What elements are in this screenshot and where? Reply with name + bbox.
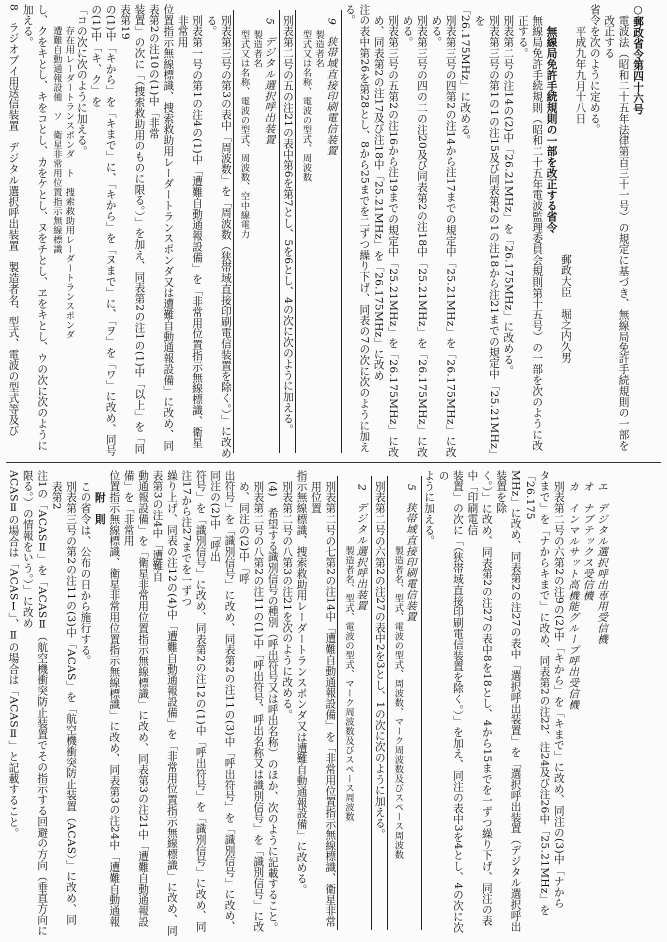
lower-line-9: ように加える。	[423, 470, 436, 547]
amend-line-4: 「26.175MHz」に改める。	[459, 4, 472, 146]
table-5-item: 5 デジタル選択呼出装置	[263, 18, 276, 145]
lower-line-6: MHz」に改め、同表第2の注27の表中「選択呼出装置」を「選択呼出装置（デジタル選択呼出装置を除	[495, 470, 522, 932]
lower-line-4: 別表第二号の六第2の注9の(2)中「キから」を「キまで」に改め、同注の(3)中「ナから	[552, 481, 565, 909]
rule-title: 無線局免許手続規則の一部を改正する省令	[545, 26, 558, 234]
lower-line-28: 注1の「ACASⅡ」を「ACASⅡ（航空機衝突防止装置でその指示する回避の方向（垂直方向に限る。）の情報をいう。）」に改め	[21, 470, 49, 936]
table-5-maker: 製造者名	[251, 30, 263, 68]
amend-line-13: 位置指示無線標識、捜索救助用レーダートランスポンダ又は遭難自動通報設備」に改め、同表第2の注10の(1)中「非常	[147, 4, 175, 451]
lower-table-2-detail: 製造者名、型式、電波の型式、マーク周波数及びスペース周波数	[342, 546, 354, 822]
lower-line-20: 出符号」を「識別信号」に改め、同表第2の注11の(3)中「呼出符号」を「識別信号」に改め、同注の(2)中「呼出	[209, 470, 236, 933]
upper-section	[6, 4, 661, 459]
lower-line-23: 動通報設備」を「衛星非常用位置指示無線標識」に改め、同表第3の注21中「遭難自動通報設備」を「非常用	[122, 470, 150, 928]
amend-line-15: の(1)中「キから」を「キまで」に、「キから」を「ヌまで」に、「ヲ」を「ワ」に改め、同号の(1)中「キ、ク」を	[90, 4, 117, 457]
section-divider	[6, 462, 661, 463]
table-9-maker: 製造者名	[313, 30, 325, 68]
supplementary-provisions-heading: 附 則	[93, 492, 106, 525]
amend-line-8: 注の表中第26を第28とし、8から25までを二ずつ繰り下げ、同表の7の次に次のように加える。	[343, 4, 371, 453]
insert-table-9	[295, 10, 343, 453]
amend-line-17: 存在用レーダートランスポンダ ト 捜索救助用レーダートランスポンダ	[63, 26, 75, 340]
amend-line-3: 別表第三号の第1の1の注15及び同表第2の1の注18から注21までの規定中「25.21MHz」を	[473, 15, 500, 455]
lower-line-22: 繰り上げ、同表の注12の(4)中「遭難自動通報設備」を「非常用位置指示無線標識」に改め、同表第3の注4中「遭難自	[151, 470, 178, 936]
table-5-detail: 型式又は名称、電波の型式、周波数、空中線電力	[238, 30, 250, 239]
lower-line-29: ACASⅡの場合は「ACASⅠ」、Ⅱの場合は「ACASⅡ」と記載すること。	[7, 470, 20, 839]
ordinance-title: ○郵政省令第四十六号	[632, 4, 644, 115]
insert-table-5	[233, 10, 281, 453]
upper-text-columns	[6, 4, 645, 459]
lower-line-19: 別表第二号の八第2の注11の(1)中「呼出符号、呼出名称又は識別信号」を「識別信号」に改め、同注の(2)中「呼	[237, 481, 265, 933]
lower-section	[6, 470, 661, 936]
lower-text-columns	[6, 470, 609, 936]
lower-line-3: カ インマルサット高機能グループ呼出受信機	[567, 481, 580, 710]
lower-table-2	[337, 476, 372, 930]
amend-line-14: 装置」の次に「（捜索救助用のものに限る。）」を加え、同表第2の注1の(1)中「以上」を「同表第19	[119, 4, 146, 455]
amend-line-6: 別表第三号の四の二の注20及び同表第2の注18中「25.21MHz」を「26.175MHz」に改める。	[401, 15, 428, 458]
amend-line-10: 別表第二号の五の注21の表中第6を第7とし、5を6とし、4の次に次のように加える。	[281, 15, 294, 435]
lower-line-17: 別表第二号の八第3の注21を次のように改める。	[281, 481, 294, 721]
amend-line-11: 別表第三号の第3の表中「周波数」を「周波数（狭帯域直接印刷電信装置を除く。）」に改める。	[205, 15, 232, 459]
lower-table-2-item: 2 デジタル選択呼出装置	[355, 484, 368, 611]
lower-line-16: 指示無線標識、捜索救助用レーダートランスポンダ又は遭難自動通報設備」に改める。	[295, 470, 308, 896]
lower-line-1: エ デジタル選択呼出専用受信機	[596, 481, 609, 645]
amend-line-16: 「コの次に次のように加える。	[75, 4, 88, 157]
amend-line-19: し、クをキとし、キをコとし、カをケとし、ヌをチとし、ヱをキとし、ウの次に次のように加える。	[21, 4, 49, 451]
amend-line-12: 別表第一号の第1の注4の(1)中「遭難自動通報設備」を「非常用位置指示無線標識、衛星非常用	[176, 15, 204, 449]
amend-line-7: 別表第三号の五第2の注16から注19までの規定中「25.21MHz」を「26.175MHz」に改め、同表第2の注17及び注18中「25.21MHz」を「26.175MHz」に改め	[372, 15, 400, 458]
lower-table-5-item: 5 狭帯域直接印刷電信装置	[404, 484, 417, 622]
amend-line-18: 遭難自動通報設備 ソ 衛星非常用位置指示無線標識	[50, 26, 62, 254]
lower-line-15: 別表第二号の七第2の注14中「遭難自動通報設備」を「非常用位置指示無線標識、衛星非常用位置	[309, 481, 337, 928]
lower-line-18: (4) 希望する識別信号の種別（呼出符号又は呼出名称）のほか、次のように記載すること。	[266, 481, 279, 933]
intro-line-1: 電波法（昭和二十五年法律第百三十一号）の規定に基づき、無線局免許手続規則の一部を改正する	[603, 15, 630, 451]
lower-line-7: く。）」に改め、同表第2の注27の表中8を18とし、4から15までを一ずつ繰り下げ、同注の表中「印刷電信	[466, 470, 493, 927]
minister-signature: 郵政大臣 堀之内久男	[559, 254, 572, 363]
lower-line-26: この省令は、公布の日から施行する。	[79, 481, 92, 667]
lower-line-27: 別表第三号の第2の注11の(3)中「ACAS」を「航空機衝突防止装置（ACAS）」に改め、同表第2	[50, 481, 78, 926]
date-line: 平成九年九月十八日	[574, 26, 587, 125]
table-9-detail: 型式又は名称、電波の型式、周波数	[300, 30, 312, 182]
lower-line-8: 装置」の次に「（狭帯域直接印刷電信装置を除く。）」を加え、同注の表中3を4とし、4の次に次の	[437, 470, 464, 934]
lower-line-12: 別表第二号の六第2の注27の表中2を3とし、1の次に次のように加える。	[373, 481, 386, 840]
intro-line-2: 省令を次のように定める。	[588, 4, 601, 135]
table-9-item: 9 狭帯域直接印刷電信装置	[325, 18, 338, 156]
amend-line-5: 別表第三号の四第2の注14から注17までの規定中「25.21MHz」を「26.175MHz」に改める。	[430, 15, 457, 458]
amend-line-1: 無線局免許手続規則（昭和二十五年電波監理委員会規則第十五号）の一部を次のように改正する。	[516, 15, 544, 451]
lower-line-5: タまで」を「ナからキまで」に改め、同表第2の注22、注24及び注26中「25.21MHz」を「26.175	[524, 470, 551, 916]
amend-line-2: 別表第二号の注14の(2)中「26.21MHz」を「26.175MHz」に改める。	[502, 15, 515, 376]
lower-line-24: 位置指示無線標識、衛星非常用位置指示無線標識」に改め、同表第3の注24中「遭難自動通報	[108, 470, 121, 928]
lower-table-5-detail: 製造者名、型式、電波の型式、周波数、マーク周波数及びスペース周波数	[392, 546, 404, 860]
lower-table-5	[387, 476, 422, 930]
lower-line-2: オ ナブテックス受信機	[581, 481, 594, 601]
lower-line-21: 符号」を「識別信号」に改め、同表第2の注12の(1)中「呼出符号」を「識別信号」に改め、同注17から注27までを一ずつ	[180, 470, 207, 933]
amend-line-7b: 8 ラジオブイ用送信装置 デジタル選択呼出装置 製造者名、型式、電波の型式等及び	[7, 4, 20, 437]
